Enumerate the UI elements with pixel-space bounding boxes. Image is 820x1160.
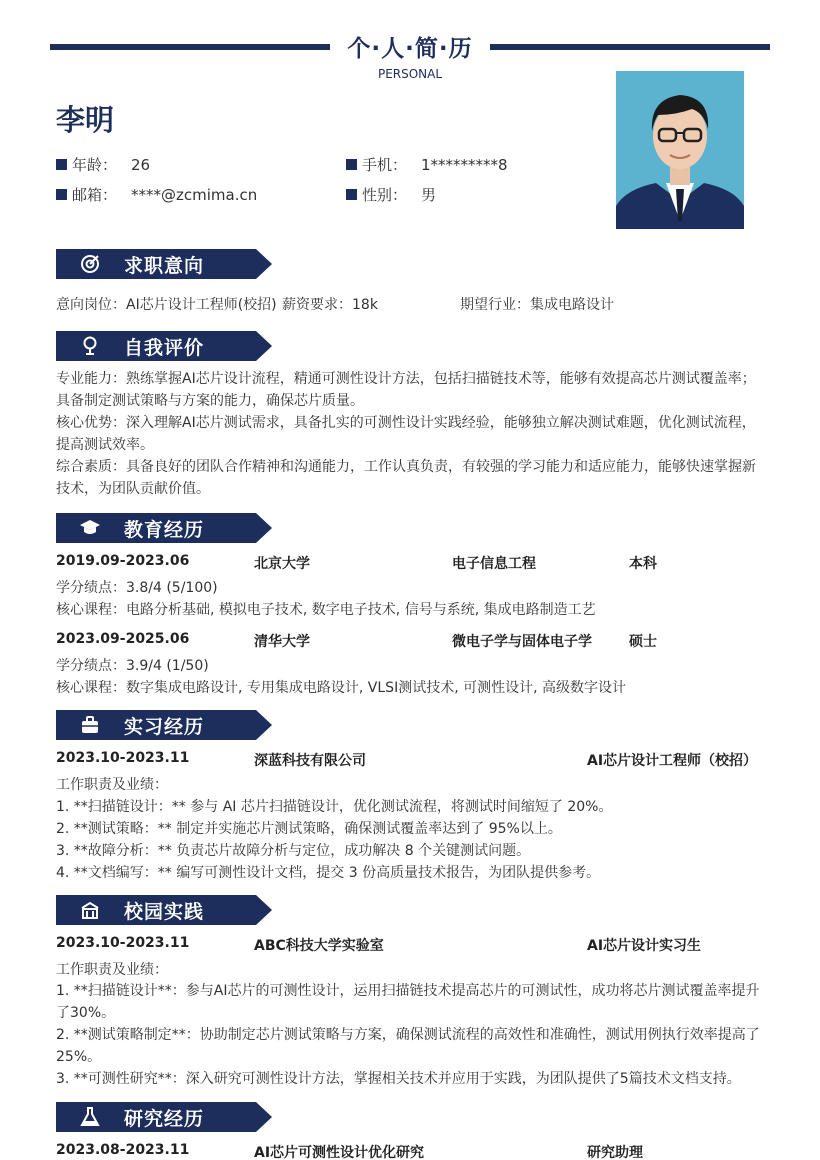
intent-position: 意向岗位：AI芯片设计工程师(校招) (56, 297, 277, 313)
edu-degree: 硕士 (629, 634, 657, 650)
section-header-campus (56, 895, 272, 925)
intern-item: 4. **文档编写：** 编写可测性设计文档，提交 3 份高质量技术报告，为团队提供参考。 (56, 865, 601, 881)
section-header-research (56, 1102, 272, 1132)
campus-item: 2. **测试策略制定**：协助制定芯片测试策略与方案，确保测试流程的高效性和准确性，测试用例执行效率提高了25%。 (56, 1027, 760, 1065)
gender-label: 性别： (362, 186, 408, 204)
research-role: 研究助理 (587, 1145, 643, 1160)
intern-item: 1. **扫描链设计：** 参与 AI 芯片扫描链设计，优化测试流程，将测试时间缩短了 20%。 (56, 799, 613, 815)
age-label: 年龄： (72, 156, 118, 174)
flask-icon (78, 1106, 102, 1128)
age-value: 26 (131, 155, 151, 174)
edu-gpa: 学分绩点：3.8/4 (5/100) (56, 580, 218, 596)
self-eval-1: 专业能力：熟练掌握AI芯片设计流程，精通可测性设计方法，包括扫描链技术等，能够有效提高芯片测试覆盖率；具备制定测试策略与方案的能力，确保芯片质量。 (56, 371, 756, 409)
self-eval-3: 综合素质：具备良好的团队合作精神和沟通能力，工作认真负责，有较强的学习能力和适应能力，能够快速掌握新技术，为团队贡献价值。 (56, 459, 756, 497)
resume-subtitle: PERSONAL (377, 67, 443, 81)
intern-item: 2. **测试策略：** 制定并实施芯片测试策略，确保测试覆盖率达到了 95%以上。 (56, 821, 562, 837)
intern-company: 深蓝科技有限公司 (254, 753, 366, 769)
age-field (56, 154, 150, 175)
campus-role: AI芯片设计实习生 (587, 938, 702, 954)
intern-role: AI芯片设计工程师（校招） (587, 753, 758, 769)
intern-period: 2023.10-2023.11 (56, 750, 190, 766)
phone-field (346, 154, 508, 175)
campus-item: 1. **扫描链设计**：参与AI芯片的可测性设计，运用扫描链技术提高芯片的可测试性，成功将芯片测试覆盖率提升了30%。 (56, 983, 760, 1021)
target-icon (78, 253, 102, 275)
gender-field (346, 184, 436, 205)
edu-school: 清华大学 (254, 634, 310, 650)
resume-title: 个·人·简·历 (347, 36, 473, 62)
bullet-square-icon (56, 189, 67, 200)
header-rule-right (490, 44, 770, 50)
campus-item: 3. **可测性研究**：深入研究可测性设计方法，掌握相关技术并应用于实践，为团队提供了5篇技术文档支持。 (56, 1071, 741, 1087)
section-header-self (56, 331, 272, 361)
bullet-square-icon (56, 159, 67, 170)
intent-salary: 薪资要求：18k (282, 297, 378, 313)
edu-degree: 本科 (629, 556, 657, 572)
section-header-intent (56, 249, 272, 279)
lightbulb-icon (78, 335, 102, 357)
section-title: 校园实践 (124, 901, 205, 923)
intent-industry: 期望行业：集成电路设计 (460, 297, 614, 313)
self-eval-2: 核心优势：深入理解AI芯片测试需求，具备扎实的可测性设计实践经验，能够独立解决测试难题，优化测试流程，提高测试效率。 (56, 415, 756, 453)
building-icon (78, 899, 102, 921)
intern-item: 3. **故障分析：** 负责芯片故障分析与定位，成功解决 8 个关键测试问题。 (56, 843, 531, 859)
edu-courses: 核心课程：数字集成电路设计, 专用集成电路设计, VLSI测试技术, 可测性设计, 高级数字设计 (56, 680, 626, 696)
section-title: 研究经历 (124, 1108, 205, 1130)
section-title: 实习经历 (124, 716, 205, 738)
edu-period: 2023.09-2025.06 (56, 631, 190, 647)
phone-value: 1*********8 (421, 155, 508, 174)
email-field (56, 184, 257, 205)
edu-period: 2019.09-2023.06 (56, 553, 190, 569)
edu-school: 北京大学 (254, 556, 310, 572)
section-header-education (56, 513, 272, 543)
header-rule-left (50, 44, 330, 50)
section-title: 求职意向 (124, 255, 205, 277)
campus-duty-label: 工作职责及业绩： (56, 962, 168, 978)
campus-org: ABC科技大学实验室 (254, 938, 384, 954)
research-project: AI芯片可测性设计优化研究 (254, 1145, 425, 1160)
edu-major: 电子信息工程 (452, 556, 536, 572)
edu-courses: 核心课程：电路分析基础, 模拟电子技术, 数字电子技术, 信号与系统, 集成电路制造工艺 (56, 602, 596, 618)
bullet-square-icon (346, 159, 357, 170)
email-value: ****@zcmima.cn (131, 185, 258, 204)
section-title: 自我评价 (124, 337, 205, 359)
graduation-cap-icon (78, 517, 102, 539)
candidate-name: 李明 (56, 103, 115, 137)
phone-label: 手机： (362, 156, 408, 174)
intern-duty-label: 工作职责及业绩： (56, 777, 168, 793)
profile-photo (616, 71, 744, 229)
bullet-square-icon (346, 189, 357, 200)
email-label: 邮箱： (72, 186, 118, 204)
campus-period: 2023.10-2023.11 (56, 935, 190, 951)
edu-major: 微电子学与固体电子学 (452, 634, 592, 650)
section-header-internship (56, 710, 272, 740)
section-title: 教育经历 (124, 519, 205, 541)
briefcase-icon (78, 714, 102, 736)
research-period: 2023.08-2023.11 (56, 1142, 190, 1158)
edu-gpa: 学分绩点：3.9/4 (1/50) (56, 658, 209, 674)
gender-value: 男 (421, 186, 437, 204)
